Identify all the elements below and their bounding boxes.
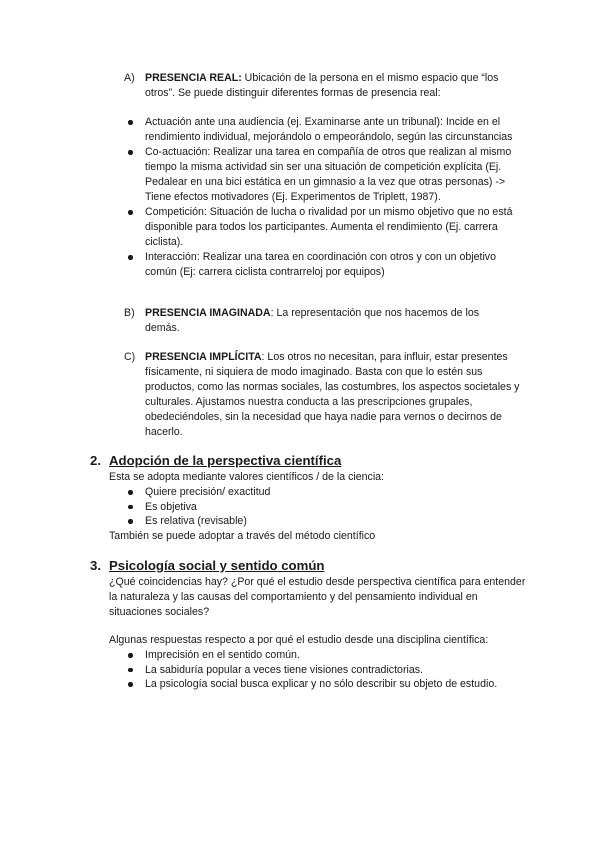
section-3-list — [145, 648, 535, 692]
list-item: Imprecisión en el sentido común. — [145, 648, 535, 663]
list-item: La sabiduría popular a veces tiene visiones contradictorias. — [145, 663, 535, 678]
section-2-intro: Esta se adopta mediante valores científicos / de la ciencia: — [109, 471, 385, 483]
section-2-heading — [90, 452, 341, 469]
list-marker-a: A) — [124, 72, 135, 84]
presencia-implicita-text: : Los otros no necesitan, para influir, estar presentes físicamente, ni siquiera de modo imaginado. Basta con que lo estén sus productos, como las normas sociales, las costumbres, los aspectos societales y culturales. Ajustamos nuestra conducta a las prescripciones grupales, obedeciéndoles, sin la necesidad que haya nadie para vernos o decirnos de hacerlo. — [145, 351, 520, 438]
list-item: Interacción: Realizar una tarea en coordinación con otros y con un objetivo común (Ej: carrera ciclista contrarreloj por equipos) — [145, 250, 523, 280]
presencia-real-list — [145, 115, 523, 280]
section-3-number: 3. — [90, 558, 101, 573]
list-item: Es relativa (revisable) — [145, 514, 525, 529]
list-item: Co-actuación: Realizar una tarea en compañía de otros que realizan al mismo tiempo la misma actividad sin ser una situación de competición explícita (Ej. Pedalear en una bici estática en un gimnasio a la vez que otras personas) -> Tiene efectos motivadores (Ej. Experimentos de Triplett, 1987). — [145, 145, 523, 205]
presencia-real-text: Ubicación de la persona en el mismo espacio que “los otros”. Se puede distinguir diferentes formas de presencia real: — [145, 72, 499, 99]
list-item: Es objetiva — [145, 500, 525, 515]
presencia-real-paragraph — [145, 71, 525, 101]
list-item: La psicología social busca explicar y no sólo describir su objeto de estudio. — [145, 677, 535, 692]
presencia-imaginada-title: PRESENCIA IMAGINADA — [145, 307, 271, 319]
section-2-title: Adopción de la perspectiva científica — [109, 453, 342, 468]
presencia-imaginada-paragraph — [145, 306, 505, 336]
list-item: Competición: Situación de lucha o rivalidad por un mismo objetivo que no está disponible para todos los participantes. Aumenta el rendimiento (Ej. carrera ciclista). — [145, 205, 523, 250]
presencia-real-title: PRESENCIA REAL: — [145, 72, 242, 84]
section-3-title: Psicología social y sentido común — [109, 558, 325, 573]
section-2-number: 2. — [90, 453, 101, 468]
list-marker-c: C) — [124, 351, 136, 363]
presencia-implicita-title: PRESENCIA IMPLÍCITA — [145, 351, 262, 363]
section-2-outro: También se puede adoptar a través del método científico — [109, 530, 376, 542]
list-item: Actuación ante una audiencia (ej. Examinarse ante un tribunal): Incide en el rendimiento individual, mejorándolo o empeorándolo, según las circunstancias — [145, 115, 523, 145]
list-item: Quiere precisión/ exactitud — [145, 485, 525, 500]
presencia-implicita-paragraph — [145, 350, 525, 440]
presencia-imaginada-text: : La representación que nos hacemos de los demás. — [145, 307, 480, 334]
section-2-list — [145, 485, 525, 529]
section-3-answers-intro: Algunas respuestas respecto a por qué el estudio desde una disciplina científica: — [109, 634, 489, 646]
list-marker-b: B) — [124, 307, 135, 319]
section-3-question: ¿Qué coincidencias hay? ¿Por qué el estudio desde perspectiva científica para entender la naturaleza y las causas del comportamiento y del pensamiento individual en situaciones sociales? — [109, 576, 526, 618]
section-3-heading — [90, 557, 324, 574]
